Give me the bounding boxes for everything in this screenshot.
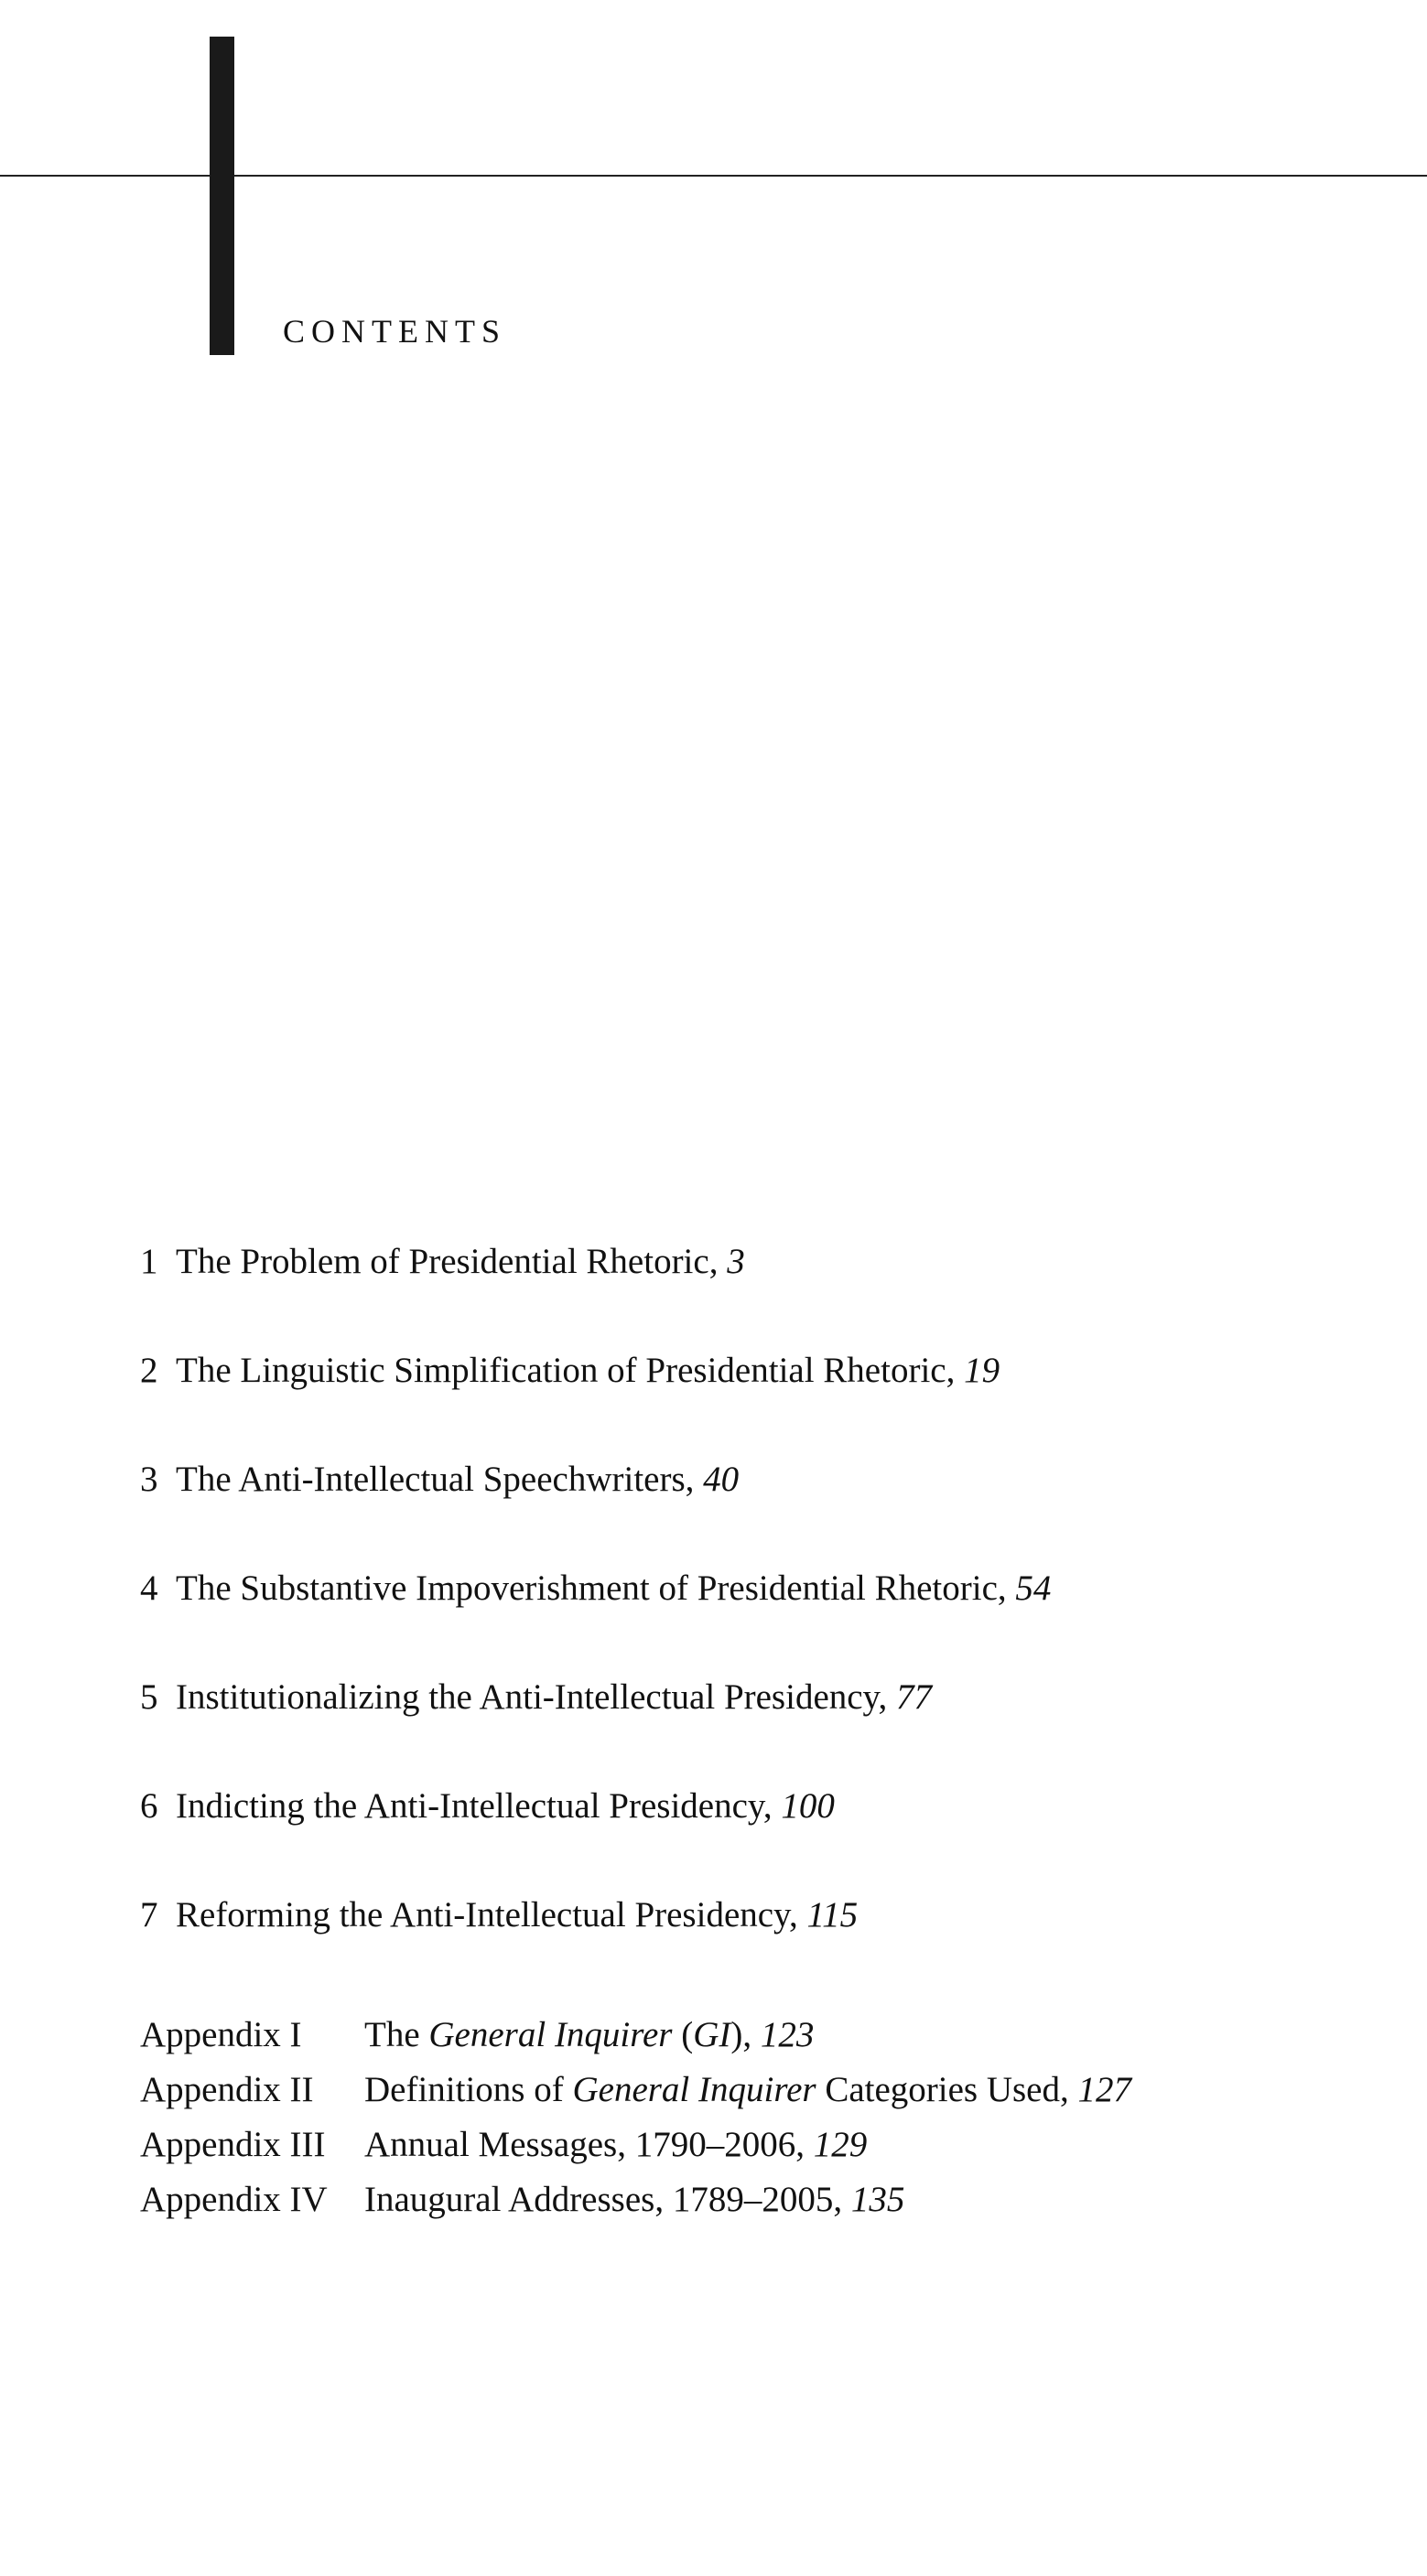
appendix-list — [140, 2008, 1131, 2227]
vertical-bar-ornament — [210, 37, 234, 355]
chapter-page: 40 — [703, 1460, 740, 1499]
chapter-title: Indicting the Anti-Intellectual Presidency, — [176, 1786, 773, 1826]
chapter-title: The Substantive Impoverishment of Presidential Rhetoric, — [176, 1568, 1007, 1608]
chapter-title: The Linguistic Simplification of Presidential Rhetoric, — [176, 1351, 956, 1390]
chapter-entry[interactable] — [140, 1458, 1051, 1502]
chapter-title: Institutionalizing the Anti-Intellectual Presidency, — [176, 1677, 888, 1717]
chapter-entry[interactable] — [140, 1567, 1051, 1611]
appendix-title: Annual Messages, 1790–2006, 129 — [364, 2125, 868, 2164]
chapter-list — [140, 1240, 1051, 2002]
chapter-title: The Anti-Intellectual Speechwriters, — [176, 1460, 695, 1499]
appendix-label: Appendix III — [140, 2125, 326, 2164]
chapter-entry[interactable] — [140, 1893, 1051, 1937]
chapter-page: 77 — [896, 1677, 933, 1717]
appendix-entry[interactable] — [140, 2172, 1131, 2227]
appendix-title: Inaugural Addresses, 1789–2005, 135 — [364, 2180, 905, 2219]
chapter-number: 4 — [140, 1568, 158, 1608]
chapter-page: 54 — [1015, 1568, 1052, 1608]
chapter-page: 100 — [781, 1786, 835, 1826]
chapter-number: 1 — [140, 1242, 158, 1281]
appendix-page: 127 — [1077, 2070, 1131, 2109]
appendix-title: Definitions of General Inquirer Categories Used, 127 — [364, 2070, 1131, 2109]
appendix-entry[interactable] — [140, 2008, 1131, 2063]
appendix-page: 135 — [850, 2180, 905, 2219]
appendix-entry[interactable] — [140, 2063, 1131, 2118]
page-title: contents — [283, 301, 506, 353]
chapter-title: The Problem of Presidential Rhetoric, — [176, 1242, 719, 1281]
appendix-page: 123 — [760, 2015, 815, 2054]
appendix-label: Appendix II — [140, 2070, 314, 2109]
chapter-page: 3 — [727, 1242, 745, 1281]
chapter-number: 5 — [140, 1677, 158, 1717]
appendix-label: Appendix I — [140, 2015, 302, 2054]
appendix-entry[interactable] — [140, 2118, 1131, 2172]
chapter-entry[interactable] — [140, 1784, 1051, 1828]
appendix-title: The General Inquirer (GI), 123 — [364, 2015, 815, 2054]
chapter-entry[interactable] — [140, 1676, 1051, 1719]
chapter-entry[interactable] — [140, 1240, 1051, 1284]
chapter-page: 115 — [806, 1895, 859, 1935]
appendix-page: 129 — [813, 2125, 868, 2164]
appendix-label: Appendix IV — [140, 2180, 328, 2219]
chapter-number: 3 — [140, 1460, 158, 1499]
chapter-title: Reforming the Anti-Intellectual Presidency, — [176, 1895, 798, 1935]
chapter-entry[interactable] — [140, 1349, 1051, 1393]
chapter-number: 7 — [140, 1895, 158, 1935]
chapter-page: 19 — [964, 1351, 1000, 1390]
chapter-number: 6 — [140, 1786, 158, 1826]
chapter-number: 2 — [140, 1351, 158, 1390]
